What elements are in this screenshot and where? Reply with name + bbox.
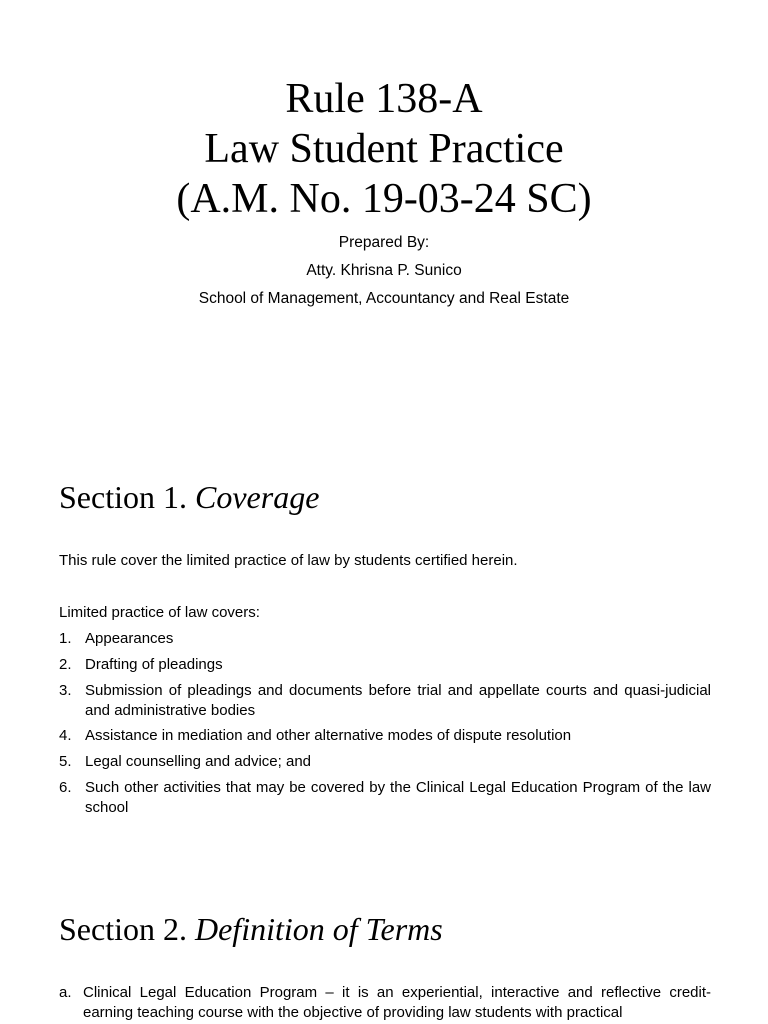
title-subject: Law Student Practice	[204, 126, 564, 172]
school-name: School of Management, Accountancy and Real Estate	[198, 290, 570, 307]
section-1-lead: Limited practice of law covers:	[59, 604, 260, 621]
document-title	[0, 74, 768, 224]
list-item	[59, 983, 711, 1023]
prepared-by-label: Prepared By:	[338, 234, 430, 251]
section-1-heading	[59, 477, 319, 517]
definitions-list	[59, 983, 711, 1023]
section-2-prefix: Section 2.	[59, 911, 187, 947]
section-2-heading	[59, 909, 443, 949]
list-item-text: Legal counselling and advice; and	[85, 753, 312, 771]
credits-block	[0, 229, 768, 313]
list-item-text: Appearances	[85, 630, 174, 647]
list-item	[59, 726, 711, 746]
list-item-number: 4.	[59, 727, 72, 745]
section-2-title: Definition of Terms	[194, 911, 443, 947]
title-rule-number: Rule 138-A	[285, 76, 483, 122]
section-1-intro: This rule cover the limited practice of law by students certified herein.	[59, 552, 518, 569]
title-reference: (A.M. No. 19-03-24 SC)	[176, 176, 592, 222]
list-item	[59, 681, 711, 721]
list-item-text: Clinical Legal Education Program – it is an experiential, interactive and reflective credit-earning teaching course with the objective of providing law students with practical	[83, 984, 711, 1021]
list-item	[59, 629, 711, 649]
list-item-text: Such other activities that may be covered by the Clinical Legal Education Program of the law school	[85, 778, 711, 816]
list-item-number: 3.	[59, 681, 72, 699]
list-item-number: 1.	[59, 630, 72, 647]
list-item	[59, 778, 711, 818]
author-name: Atty. Khrisna P. Sunico	[306, 262, 462, 279]
list-item	[59, 752, 711, 772]
list-item-text: Submission of pleadings and documents before trial and appellate courts and quasi-judicial and administrative bodies	[85, 681, 711, 719]
list-item	[59, 655, 711, 675]
list-item-text: Assistance in mediation and other alternative modes of dispute resolution	[85, 727, 572, 745]
list-item-number: 6.	[59, 778, 72, 796]
coverage-list	[59, 629, 711, 824]
list-item-number: 2.	[59, 655, 72, 673]
section-1-title: Coverage	[194, 479, 320, 515]
section-1-prefix: Section 1.	[59, 479, 187, 515]
list-item-letter: a.	[59, 984, 72, 1001]
list-item-text: Drafting of pleadings	[85, 655, 223, 673]
list-item-number: 5.	[59, 753, 72, 771]
